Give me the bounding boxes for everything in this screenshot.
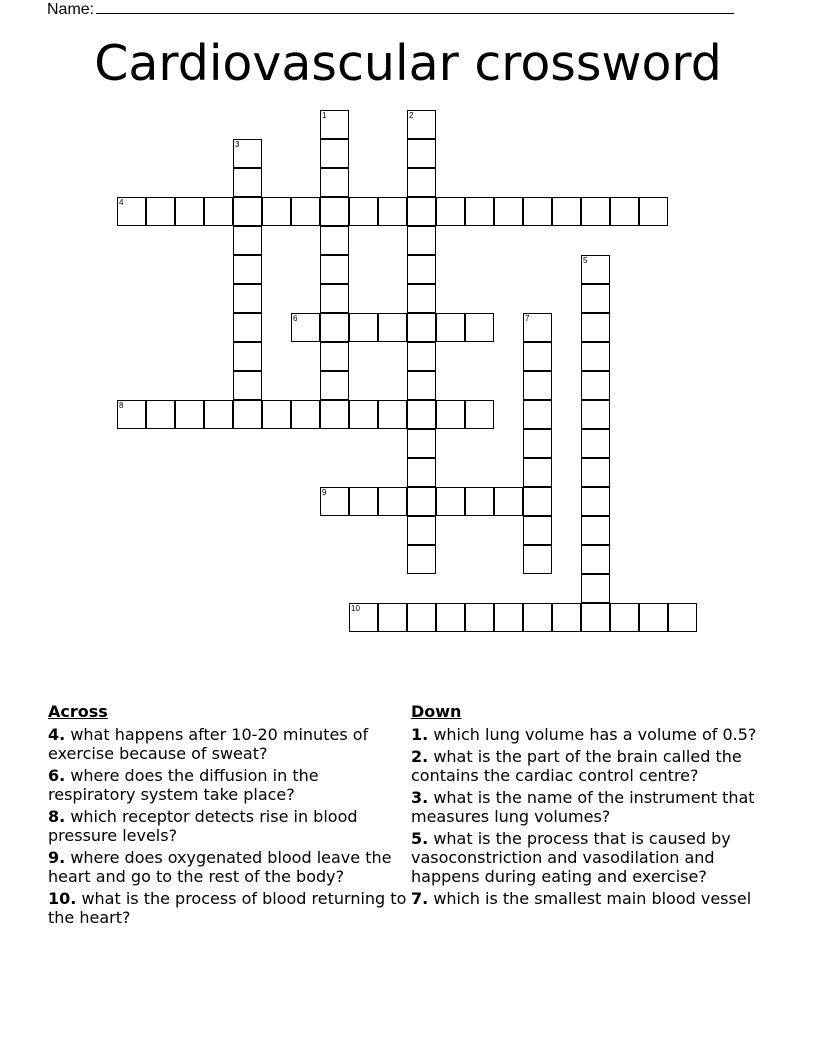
clue-text: where does the diffusion in the respiratory system take place? [48,766,319,804]
crossword-cell[interactable] [581,487,610,516]
crossword-cell[interactable] [407,458,436,487]
crossword-cell[interactable] [204,197,233,226]
crossword-cell[interactable] [378,400,407,429]
crossword-cell[interactable] [233,255,262,284]
crossword-cell[interactable] [320,255,349,284]
crossword-cell[interactable] [320,168,349,197]
crossword-cell[interactable] [407,110,436,139]
crossword-cell[interactable] [581,458,610,487]
clue-text: what happens after 10-20 minutes of exercise because of sweat? [48,725,369,763]
crossword-cell[interactable] [407,284,436,313]
clue-number: 5. [411,829,429,848]
crossword-cell[interactable] [262,400,291,429]
down-clue-5 [411,829,781,886]
clue-number: 2. [411,747,429,766]
crossword-cell[interactable] [320,313,349,342]
clue-text: where does oxygenated blood leave the heart and go to the rest of the body? [48,848,392,886]
crossword-cell[interactable] [407,313,436,342]
cell-number: 3 [235,140,240,149]
crossword-cell[interactable] [407,400,436,429]
crossword-cell[interactable] [523,371,552,400]
crossword-cell[interactable] [523,342,552,371]
cell-number: 5 [583,256,588,265]
crossword-cell[interactable] [320,371,349,400]
crossword-cell[interactable] [233,197,262,226]
crossword-cell[interactable] [523,516,552,545]
cell-number: 2 [409,111,414,120]
clue-number: 3. [411,788,429,807]
crossword-cell[interactable] [407,139,436,168]
clue-text: what is the process of blood returning to the heart? [48,889,407,927]
cell-number: 10 [351,604,360,613]
crossword-cell[interactable] [581,342,610,371]
crossword-cell[interactable] [581,603,610,632]
crossword-cell[interactable] [349,400,378,429]
crossword-cell[interactable] [233,400,262,429]
crossword-cell[interactable] [349,197,378,226]
crossword-cell[interactable] [494,603,523,632]
crossword-cell[interactable] [407,603,436,632]
across-clue-9 [48,848,408,886]
clue-text: which is the smallest main blood vessel [433,889,752,908]
crossword-cell[interactable] [436,487,465,516]
clue-number: 6. [48,766,66,785]
cell-number: 1 [322,111,327,120]
crossword-cell[interactable] [146,197,175,226]
cell-number: 9 [322,488,327,497]
crossword-cell[interactable] [581,255,610,284]
crossword-cell[interactable] [291,400,320,429]
crossword-cell[interactable] [465,603,494,632]
down-clues [411,702,781,911]
crossword-cell[interactable] [320,342,349,371]
crossword-cell[interactable] [581,516,610,545]
across-clue-10 [48,889,408,927]
across-clue-4 [48,725,408,763]
across-clue-8 [48,807,408,845]
crossword-cell[interactable] [262,197,291,226]
crossword-cell[interactable] [523,487,552,516]
crossword-cell[interactable] [407,255,436,284]
down-clue-1 [411,725,781,744]
crossword-cell[interactable] [523,400,552,429]
crossword-cell[interactable] [233,284,262,313]
crossword-cell[interactable] [581,574,610,603]
crossword-cell[interactable] [668,603,697,632]
cell-number: 7 [525,314,530,323]
crossword-cell[interactable] [117,197,146,226]
crossword-cell[interactable] [233,139,262,168]
crossword-cell[interactable] [639,197,668,226]
clue-number: 4. [48,725,66,744]
crossword-cell[interactable] [407,545,436,574]
clue-number: 8. [48,807,66,826]
clue-number: 10. [48,889,77,908]
crossword-cell[interactable] [581,429,610,458]
crossword-cell[interactable] [378,313,407,342]
crossword-cell[interactable] [494,197,523,226]
crossword-cell[interactable] [523,313,552,342]
crossword-cell[interactable] [320,110,349,139]
crossword-cell[interactable] [320,487,349,516]
crossword-cell[interactable] [523,197,552,226]
crossword-cell[interactable] [436,197,465,226]
crossword-cell[interactable] [233,342,262,371]
clue-number: 9. [48,848,66,867]
across-clues [48,702,408,930]
crossword-cell[interactable] [378,487,407,516]
crossword-cell[interactable] [175,400,204,429]
crossword-cell[interactable] [175,197,204,226]
clue-text: what is the process that is caused by vasoconstriction and vasodilation and happens during eating and exercise? [411,829,731,886]
crossword-cell[interactable] [349,603,378,632]
clue-text: what is the name of the instrument that measures lung volumes? [411,788,755,826]
crossword-cell[interactable] [233,226,262,255]
across-heading: Across [48,702,108,721]
crossword-cell[interactable] [436,603,465,632]
crossword-cell[interactable] [117,400,146,429]
crossword-cell[interactable] [349,313,378,342]
clue-text: what is the part of the brain called the contains the cardiac control centre? [411,747,742,785]
clue-number: 1. [411,725,429,744]
crossword-cell[interactable] [581,400,610,429]
crossword-cell[interactable] [320,284,349,313]
crossword-cell[interactable] [291,313,320,342]
crossword-cell[interactable] [204,400,233,429]
crossword-cell[interactable] [581,371,610,400]
crossword-cell[interactable] [407,197,436,226]
crossword-cell[interactable] [407,371,436,400]
crossword-cell[interactable] [610,603,639,632]
crossword-cell[interactable] [320,139,349,168]
crossword-cell[interactable] [436,400,465,429]
cell-number: 8 [119,401,124,410]
crossword-cell[interactable] [291,197,320,226]
across-clue-6 [48,766,408,804]
crossword-cell[interactable] [320,197,349,226]
cell-number: 6 [293,314,298,323]
crossword-cell[interactable] [639,603,668,632]
crossword-cell[interactable] [407,226,436,255]
clue-text: which lung volume has a volume of 0.5? [433,725,757,744]
crossword-cell[interactable] [552,603,581,632]
crossword-cell[interactable] [610,197,639,226]
crossword-cell[interactable] [465,197,494,226]
crossword-cell[interactable] [407,168,436,197]
crossword-cell[interactable] [465,487,494,516]
crossword-cell[interactable] [465,313,494,342]
crossword-cell[interactable] [349,487,378,516]
crossword-cell[interactable] [581,313,610,342]
crossword-cell[interactable] [581,197,610,226]
crossword-cell[interactable] [581,545,610,574]
crossword-cell[interactable] [407,429,436,458]
crossword-cell[interactable] [233,371,262,400]
down-clue-2 [411,747,781,785]
crossword-cell[interactable] [523,429,552,458]
crossword-cell[interactable] [523,603,552,632]
crossword-cell[interactable] [233,313,262,342]
page-title: Cardiovascular crossword [94,35,722,92]
crossword-cell[interactable] [320,400,349,429]
crossword-cell[interactable] [436,313,465,342]
clue-text: which receptor detects rise in blood pressure levels? [48,807,358,845]
crossword-cell[interactable] [523,458,552,487]
clue-number: 7. [411,889,429,908]
crossword-cell[interactable] [465,400,494,429]
crossword-cell[interactable] [320,226,349,255]
down-clue-7 [411,889,781,908]
crossword-cell[interactable] [146,400,175,429]
down-heading: Down [411,702,462,721]
crossword-cell[interactable] [494,487,523,516]
crossword-cell[interactable] [581,284,610,313]
crossword-cell[interactable] [407,342,436,371]
crossword-cell[interactable] [378,197,407,226]
down-clue-3 [411,788,781,826]
crossword-cell[interactable] [407,487,436,516]
crossword-cell[interactable] [552,197,581,226]
cell-number: 4 [119,198,124,207]
crossword-cell[interactable] [407,516,436,545]
name-label: Name: [47,1,95,18]
crossword-cell[interactable] [233,168,262,197]
crossword-cell[interactable] [523,545,552,574]
crossword-cell[interactable] [378,603,407,632]
